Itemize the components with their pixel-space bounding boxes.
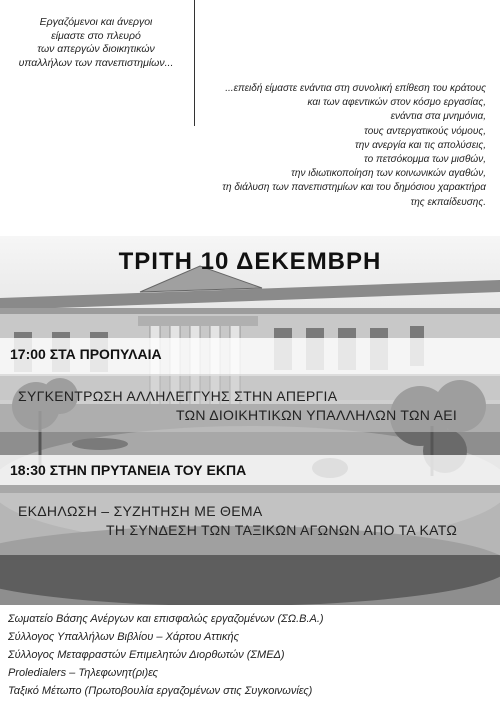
organizations-list [8,610,324,700]
reasons-line: την ιδιωτικοποίηση των κοινωνικών αγαθών, [291,168,486,180]
event1-time-place: 17:00 ΣΤΑ ΠΡΟΠΥΛΑΙΑ [10,346,162,362]
event1-description-line2: ΤΩΝ ΔΙΟΙΚΗΤΙΚΩΝ ΥΠΑΛΛΗΛΩΝ ΤΩΝ ΑΕΙ [176,407,458,423]
reasons-text [186,82,486,210]
reasons-line: ενάντια στα μνημόνια, [390,111,486,123]
organization-item: Proledialers – Τηλεφωνητ(ρι)ες [8,667,158,679]
intro-line: των απεργών διοικητικών [37,43,155,55]
intro-line: είμαστε στο πλευρό [51,29,141,42]
intro-text [0,16,192,70]
event2-description-line2: ΤΗ ΣΥΝΔΕΣΗ ΤΩΝ ΤΑΞΙΚΩΝ ΑΓΩΝΩΝ ΑΠΟ ΤΑ ΚΑΤΩ [106,522,458,538]
event2-description-line1: ΕΚΔΗΛΩΣΗ – ΣΥΖΗΤΗΣΗ ΜΕ ΘΕΜΑ [18,503,263,519]
intro-line: Εργαζόμενοι και άνεργοι [39,16,153,28]
organization-item: Σύλλογος Μεταφραστών Επιμελητών Διορθωτών (ΣΜΕΔ) [8,649,285,661]
reasons-line: της εκπαίδευσης. [410,196,486,208]
reasons-line: το πετσόκομμα των μισθών, [364,154,486,166]
event2-time-place: 18:30 ΣΤΗΝ ΠΡΥΤΑΝΕΙΑ ΤΟΥ ΕΚΠΑ [10,462,247,478]
organization-item: Ταξικό Μέτωπο (Πρωτοβουλία εργαζομένων στις Συγκοινωνίες) [8,685,313,697]
organization-item: Σωματείο Βάσης Ανέργων και επισφαλώς εργαζομένων (ΣΩ.Β.Α.) [8,613,324,625]
reasons-line: και των αφεντικών στον κόσμο εργασίας, [307,97,486,109]
reasons-line: τους αντεργατικούς νόμους, [364,125,486,137]
intro-line: υπαλλήλων των πανεπιστημίων... [18,56,174,69]
event1-description-line1: ΣΥΓΚΕΝΤΡΩΣΗ ΑΛΛΗΛΕΓΓΥΗΣ ΣΤΗΝ ΑΠΕΡΓΙΑ [18,388,338,404]
reasons-line: την ανεργία και τις απολύσεις, [355,139,486,151]
reasons-line: τη διάλυση των πανεπιστημίων και του δημόσιου χαρακτήρα [222,182,486,194]
organization-item: Σύλλογος Υπαλλήλων Βιβλίου – Χάρτου Αττικής [8,631,239,643]
reasons-line: ...επειδή είμαστε ενάντια στη συνολική επίθεση του κράτους [225,83,486,94]
date-title: ΤΡΙΤΗ 10 ΔΕΚΕΜΒΡΗ [118,248,382,275]
